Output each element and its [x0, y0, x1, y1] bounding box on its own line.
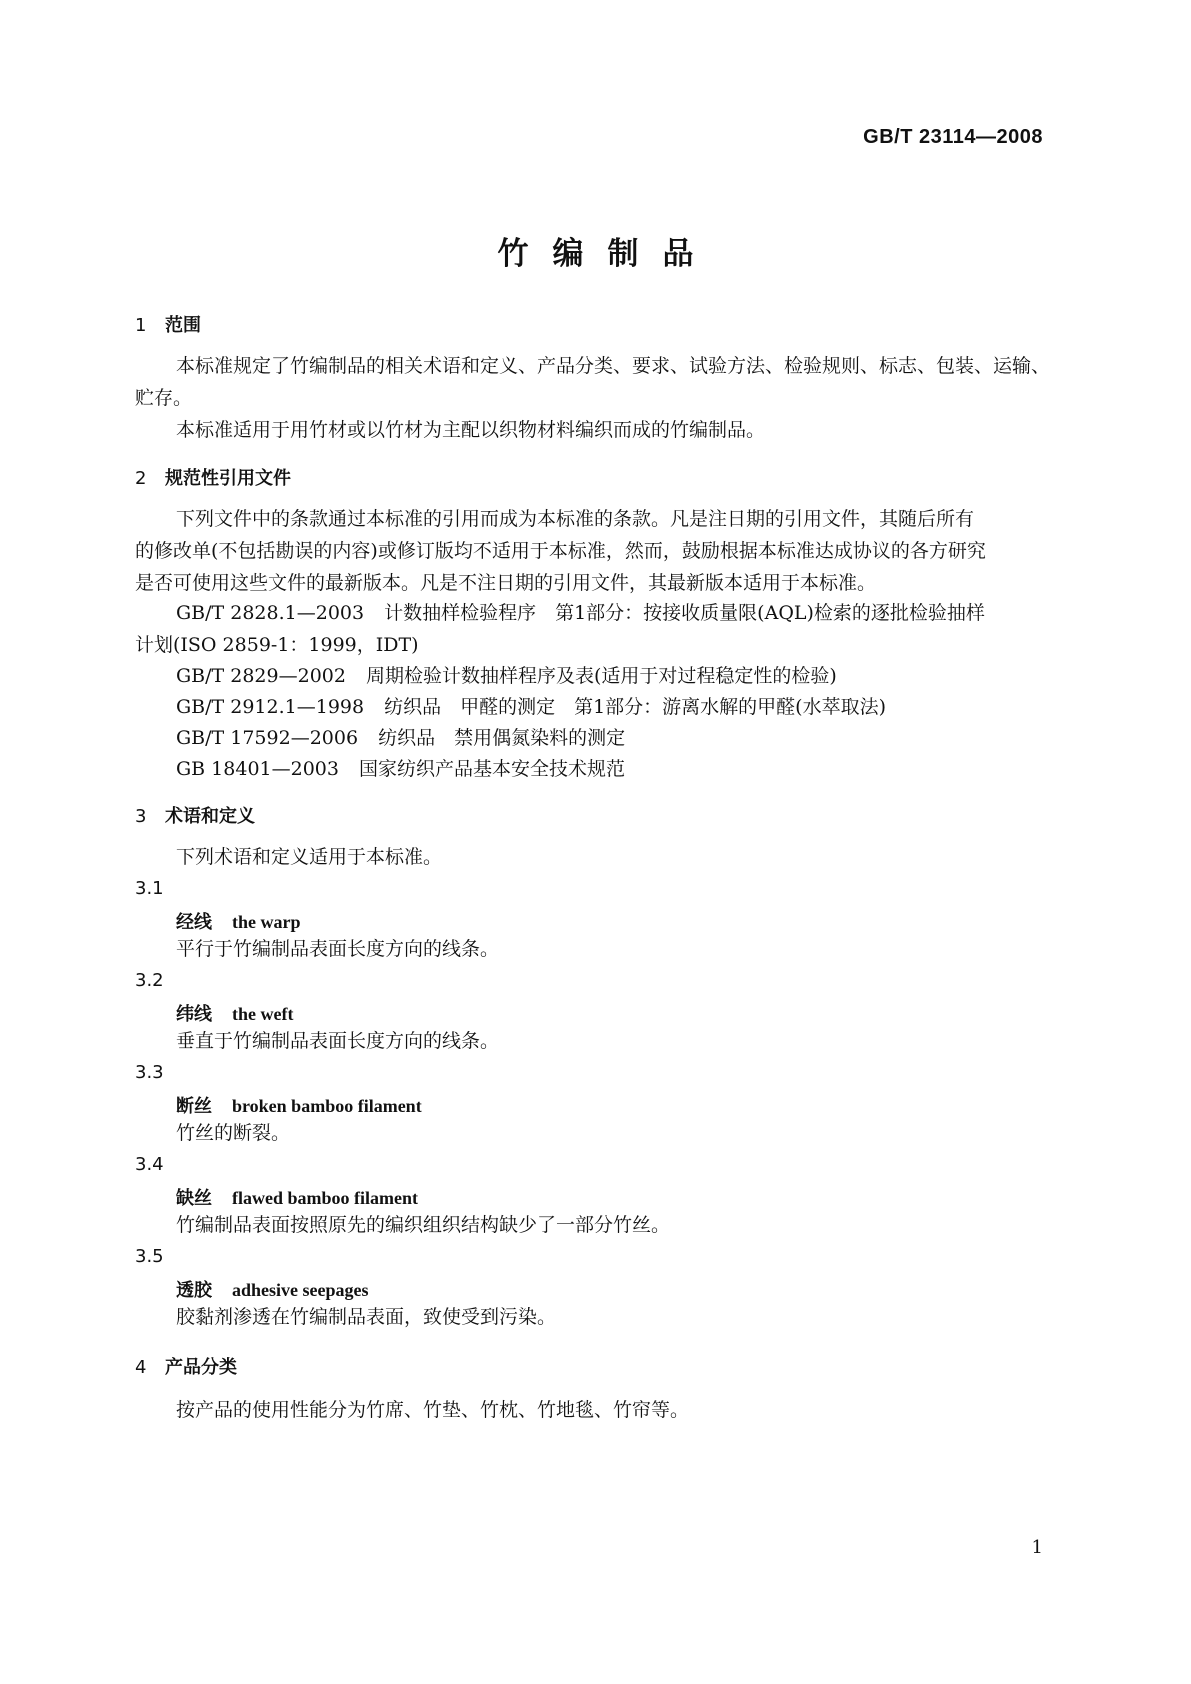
- paragraph: 下列文件中的条款通过本标准的引用而成为本标准的条款。凡是注日期的引用文件，其随后所有: [176, 508, 975, 530]
- term-zh: 经线: [176, 912, 212, 933]
- reference-title: 计数抽样检验程序 第1部分：按接收质量限(AQL)检索的逐批检验抽样: [384, 602, 985, 624]
- term-heading: [176, 1184, 418, 1210]
- reference-code: GB/T 2828.1—2003: [176, 602, 365, 624]
- term-definition: 竹丝的断裂。: [176, 1122, 291, 1144]
- term-zh: 透胶: [176, 1280, 212, 1301]
- paragraph-continuation: 贮存。: [135, 387, 193, 409]
- term-heading: [176, 1276, 369, 1302]
- reference-code: GB/T 2912.1—1998: [176, 696, 365, 718]
- paragraph-continuation: 是否可使用这些文件的最新版本。凡是不注日期的引用文件，其最新版本适用于本标准。: [135, 572, 877, 594]
- section-number: 2: [135, 468, 147, 489]
- term-number: 3.2: [135, 970, 164, 991]
- term-definition: 平行于竹编制品表面长度方向的线条。: [176, 938, 500, 960]
- term-heading: [176, 908, 301, 934]
- reference-continuation: 计划(ISO 2859-1：1999，IDT): [135, 634, 419, 656]
- section-1-heading: [135, 311, 201, 337]
- term-number: 3.5: [135, 1246, 164, 1267]
- term-number: 3.4: [135, 1154, 164, 1175]
- term-definition: 胶黏剂渗透在竹编制品表面，致使受到污染。: [176, 1306, 557, 1328]
- term-en: flawed bamboo filament: [232, 1188, 418, 1208]
- section-number: 3: [135, 806, 147, 827]
- reference-title: 纺织品 甲醛的测定 第1部分：游离水解的甲醛(水萃取法): [384, 696, 887, 718]
- section-title: 产品分类: [165, 1357, 237, 1378]
- paragraph: 下列术语和定义适用于本标准。: [176, 846, 443, 868]
- term-definition: 垂直于竹编制品表面长度方向的线条。: [176, 1030, 500, 1052]
- term-en: adhesive seepages: [232, 1280, 369, 1300]
- section-number: 4: [135, 1357, 147, 1378]
- reference-title: 纺织品 禁用偶氮染料的测定: [378, 727, 626, 749]
- paragraph: 本标准规定了竹编制品的相关术语和定义、产品分类、要求、试验方法、检验规则、标志、包装、运输、: [176, 355, 1051, 377]
- reference-title: 周期检验计数抽样程序及表(适用于对过程稳定性的检验): [365, 665, 837, 687]
- reference-code: GB/T 2829—2002: [176, 665, 346, 687]
- term-zh: 缺丝: [176, 1188, 212, 1209]
- section-3-heading: [135, 802, 255, 828]
- reference-item: [176, 754, 625, 784]
- term-heading: [176, 1092, 422, 1118]
- section-number: 1: [135, 315, 147, 336]
- term-heading: [176, 1000, 293, 1026]
- term-zh: 断丝: [176, 1096, 212, 1117]
- section-2-heading: [135, 464, 291, 490]
- term-number: 3.3: [135, 1062, 164, 1083]
- reference-title: 国家纺织产品基本安全技术规范: [358, 758, 625, 780]
- page-number: 1: [1031, 1537, 1043, 1558]
- reference-item: [176, 661, 837, 691]
- page-title: 竹编制品: [497, 236, 718, 272]
- reference-item: [176, 692, 886, 722]
- term-number: 3.1: [135, 878, 164, 899]
- paragraph: 本标准适用于用竹材或以竹材为主配以织物材料编织而成的竹编制品。: [176, 419, 766, 441]
- section-title: 术语和定义: [165, 806, 255, 827]
- term-en: the warp: [232, 912, 301, 932]
- reference-code: GB/T 17592—2006: [176, 727, 359, 749]
- section-title: 规范性引用文件: [165, 468, 291, 489]
- term-definition: 竹编制品表面按照原先的编织组织结构缺少了一部分竹丝。: [176, 1214, 671, 1236]
- reference-item: [176, 598, 985, 628]
- term-en: broken bamboo filament: [232, 1096, 422, 1116]
- term-en: the weft: [232, 1004, 294, 1024]
- standard-number: GB/T 23114—2008: [863, 126, 1043, 148]
- term-zh: 纬线: [176, 1004, 212, 1025]
- reference-code: GB 18401—2003: [176, 758, 339, 780]
- section-title: 范围: [165, 315, 201, 336]
- section-4-heading: [135, 1353, 237, 1379]
- paragraph: 按产品的使用性能分为竹席、竹垫、竹枕、竹地毯、竹帘等。: [176, 1399, 690, 1421]
- paragraph-continuation: 的修改单(不包括勘误的内容)或修订版均不适用于本标准，然而，鼓励根据本标准达成协议的各方研究: [135, 540, 986, 562]
- reference-item: [176, 723, 625, 753]
